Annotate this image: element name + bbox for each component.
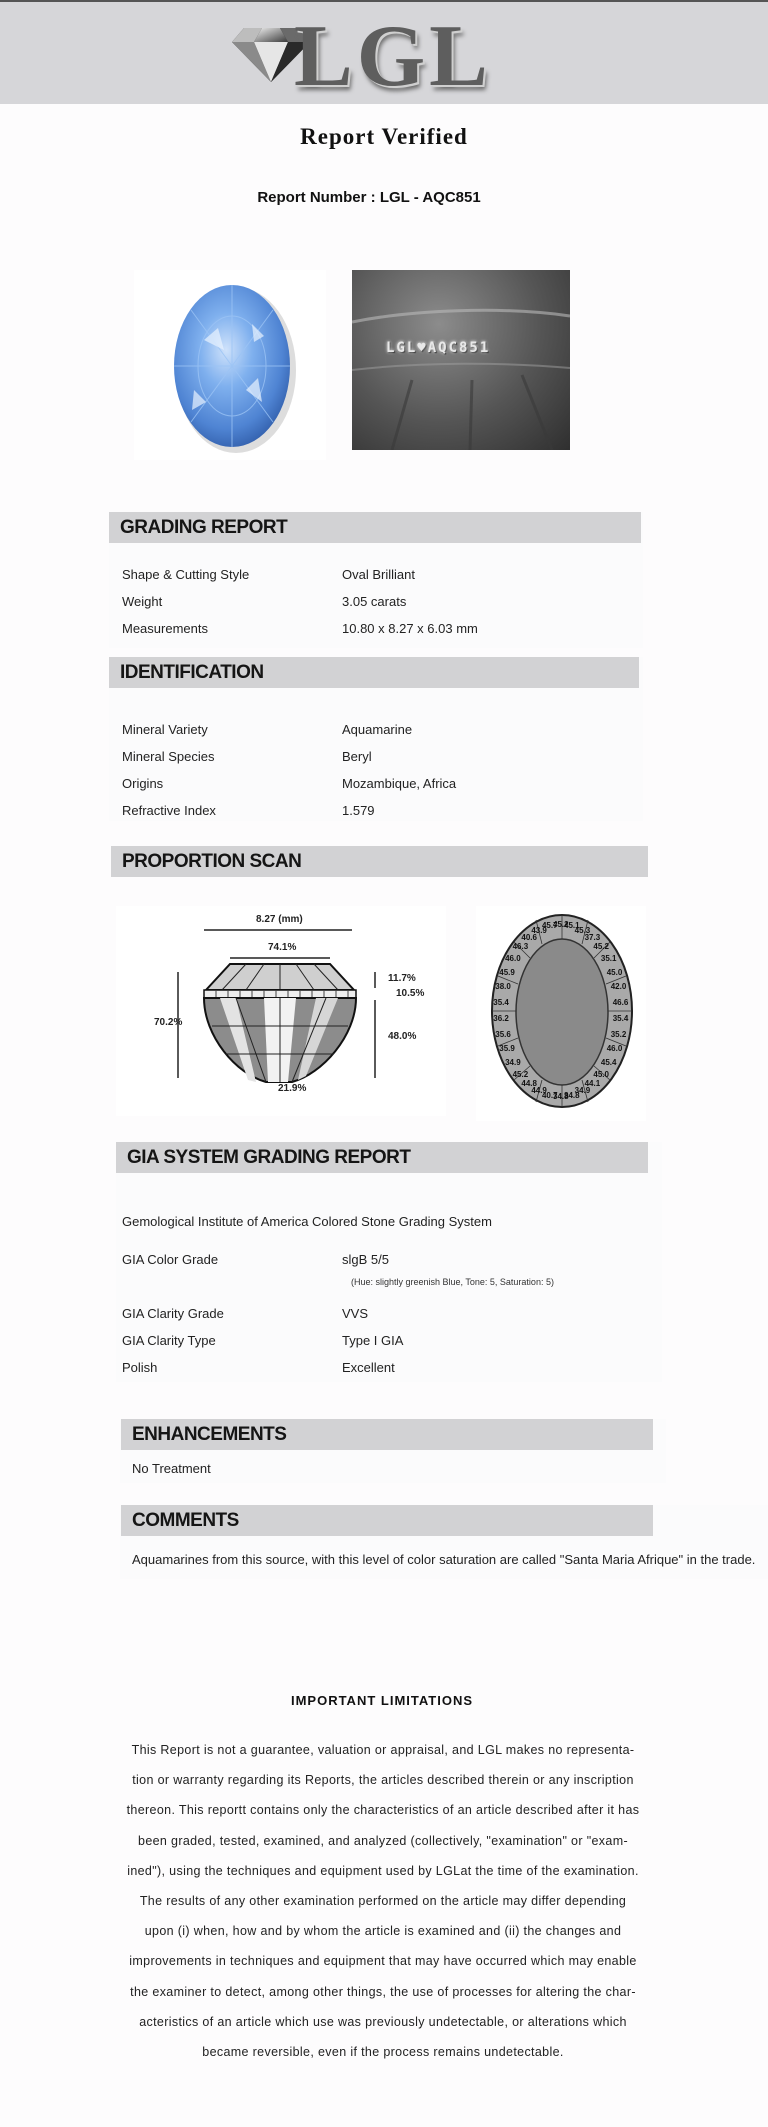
identification-heading: IDENTIFICATION (109, 657, 639, 688)
face-scan-value: 43.9 (531, 925, 547, 935)
row-label: Origins (122, 776, 164, 791)
face-scan-value: 42.0 (610, 982, 627, 992)
row-label: GIA Clarity Grade (122, 1306, 224, 1321)
laser-inscription-photo (352, 270, 570, 450)
culet-label: 21.9% (278, 1083, 307, 1094)
face-scan-value: 46.3 (512, 942, 529, 952)
comments-heading: COMMENTS (121, 1505, 653, 1536)
limitations-line: The results of any other examination performed on the article may differ depending (139, 1894, 627, 1909)
inscription-text: LGL♥AQC851 (386, 340, 491, 356)
logo-wordmark: LGL (294, 8, 492, 105)
row-value: 3.05 carats (342, 594, 407, 609)
row-label: Mineral Variety (122, 722, 208, 737)
color-grade-note: (Hue: slightly greenish Blue, Tone: 5, Saturation: 5) (351, 1277, 554, 1287)
face-scan-value: 34.8 (553, 1092, 569, 1101)
total-depth-label: 70.2% (154, 1017, 183, 1028)
face-up-scan-diagram (476, 906, 646, 1121)
limitations-text (115, 1735, 651, 2067)
limitations-line: tion or warranty regarding its Reports, the articles described therein or any inscription (132, 1773, 634, 1788)
face-scan-value: 46.0 (606, 1044, 623, 1054)
face-scan-value: 45.1 (564, 921, 580, 931)
limitations-heading: IMPORTANT LIMITATIONS (290, 1693, 474, 1708)
face-scan-value: 46.6 (612, 998, 629, 1008)
limitations-line: upon (i) when, how and by whom the article is examined and (ii) the changes and (144, 1924, 622, 1939)
face-scan-value: 34.9 (574, 1086, 591, 1096)
row-value: Excellent (342, 1360, 395, 1375)
limitations-line: This Report is not a guarantee, valuation or appraisal, and LGL makes no representa- (131, 1743, 635, 1757)
face-scan-value: 35.1 (600, 954, 617, 964)
face-scan-value: 37.3 (584, 932, 601, 942)
face-scan-value: 40.7 (541, 1090, 558, 1100)
crown-height-label: 11.7% (388, 973, 416, 984)
proportion-profile-diagram (116, 906, 446, 1116)
face-scan-value: 35.9 (499, 1044, 515, 1054)
page-title: Report Verified (300, 124, 468, 149)
row-label: Mineral Species (122, 749, 215, 764)
lgl-logo (232, 8, 492, 105)
face-scan-value: 45.3 (574, 925, 591, 935)
width-label: 8.27 (mm) (256, 914, 303, 925)
comments-text: Aquamarines from this source, with this level of color saturation are called "Santa Maria Afrique" in the trade. (132, 1552, 756, 1567)
row-label: Weight (122, 594, 163, 609)
row-value: Oval Brilliant (342, 567, 415, 582)
face-scan-value: 44.1 (584, 1079, 601, 1089)
girdle-texture (352, 270, 570, 450)
table-percent-label: 74.1% (268, 942, 297, 953)
face-scan-value: 38.0 (495, 982, 511, 992)
row-value: Beryl (342, 749, 372, 764)
row-label: Shape & Cutting Style (122, 567, 250, 582)
enhancements-heading: ENHANCEMENTS (121, 1419, 653, 1450)
row-label: GIA Clarity Type (122, 1333, 216, 1348)
face-scan-value: 44.9 (531, 1086, 547, 1096)
face-scan-value: 45.2 (553, 920, 569, 929)
face-scan-value: 45.7 (541, 921, 558, 931)
face-scan-value: 40.6 (521, 932, 537, 942)
limitations-line: been graded, tested, examined, and analyzed (collectively, "examination" or "exam- (138, 1833, 628, 1848)
row-label: Measurements (122, 621, 208, 636)
face-scan-value: 45.2 (593, 942, 609, 952)
enhancements-text: No Treatment (132, 1461, 211, 1476)
face-scan-value: 45.4 (600, 1057, 617, 1067)
row-value: 10.80 x 8.27 x 6.03 mm (342, 621, 478, 636)
row-value: Aquamarine (342, 722, 413, 737)
face-scan-value: 44.8 (521, 1079, 537, 1089)
grading-report-heading: GRADING REPORT (109, 512, 641, 543)
proportion-scan-heading: PROPORTION SCAN (111, 846, 648, 877)
row-label: GIA Color Grade (122, 1252, 219, 1267)
face-scan-value: 36.2 (493, 1013, 509, 1023)
gia-system-name: Gemological Institute of America Colored Stone Grading System (122, 1214, 492, 1229)
report-number: Report Number : LGL - AQC851 (257, 189, 481, 206)
face-scan-value: 35.4 (612, 1013, 629, 1023)
row-label: Refractive Index (122, 803, 216, 818)
row-value: Type I GIA (342, 1333, 404, 1348)
row-value: 1.579 (342, 803, 375, 818)
face-scan-value: 45.0 (606, 967, 623, 977)
face-scan-value: 45.9 (499, 967, 515, 977)
face-scan-value: 35.6 (495, 1029, 511, 1039)
face-scan-value: 45.0 (593, 1069, 609, 1079)
row-value: slgB 5/5 (342, 1252, 389, 1267)
limitations-line: improvements in techniques and equipment that may have occurred which may enable (129, 1954, 637, 1969)
limitations-line: thereon. This reportt contains only the characteristics of an article described after it has (126, 1803, 640, 1818)
row-label: Polish (122, 1360, 158, 1375)
face-scan-value: 45.2 (512, 1069, 529, 1079)
pavilion-depth-label: 48.0% (388, 1031, 417, 1042)
face-scan-value: 46.0 (505, 954, 521, 964)
oval-gem-image (134, 270, 326, 460)
row-value: VVS (342, 1306, 369, 1321)
face-scan-value: 34.8 (564, 1090, 580, 1100)
gia-heading: GIA SYSTEM GRADING REPORT (116, 1142, 648, 1173)
girdle-label: 10.5% (396, 988, 425, 999)
limitations-line: ined"), using the techniques and equipment used by LGLat the time of the examination. (127, 1863, 639, 1878)
face-scan-value: 35.2 (610, 1029, 627, 1039)
face-scan-value: 35.4 (493, 998, 509, 1008)
limitations-line: became reversible, even if the process remains undetectable. (202, 2045, 564, 2060)
header-banner (0, 2, 768, 104)
limitations-line: the examiner to detect, among other things, the use of processes for altering the char- (130, 1984, 636, 1999)
gemstone-photo (134, 270, 326, 460)
row-value: Mozambique, Africa (342, 776, 457, 791)
face-scan-value: 34.9 (505, 1057, 521, 1067)
limitations-line: acteristics of an article which use was previously undetectable, or alterations which (139, 2014, 627, 2029)
